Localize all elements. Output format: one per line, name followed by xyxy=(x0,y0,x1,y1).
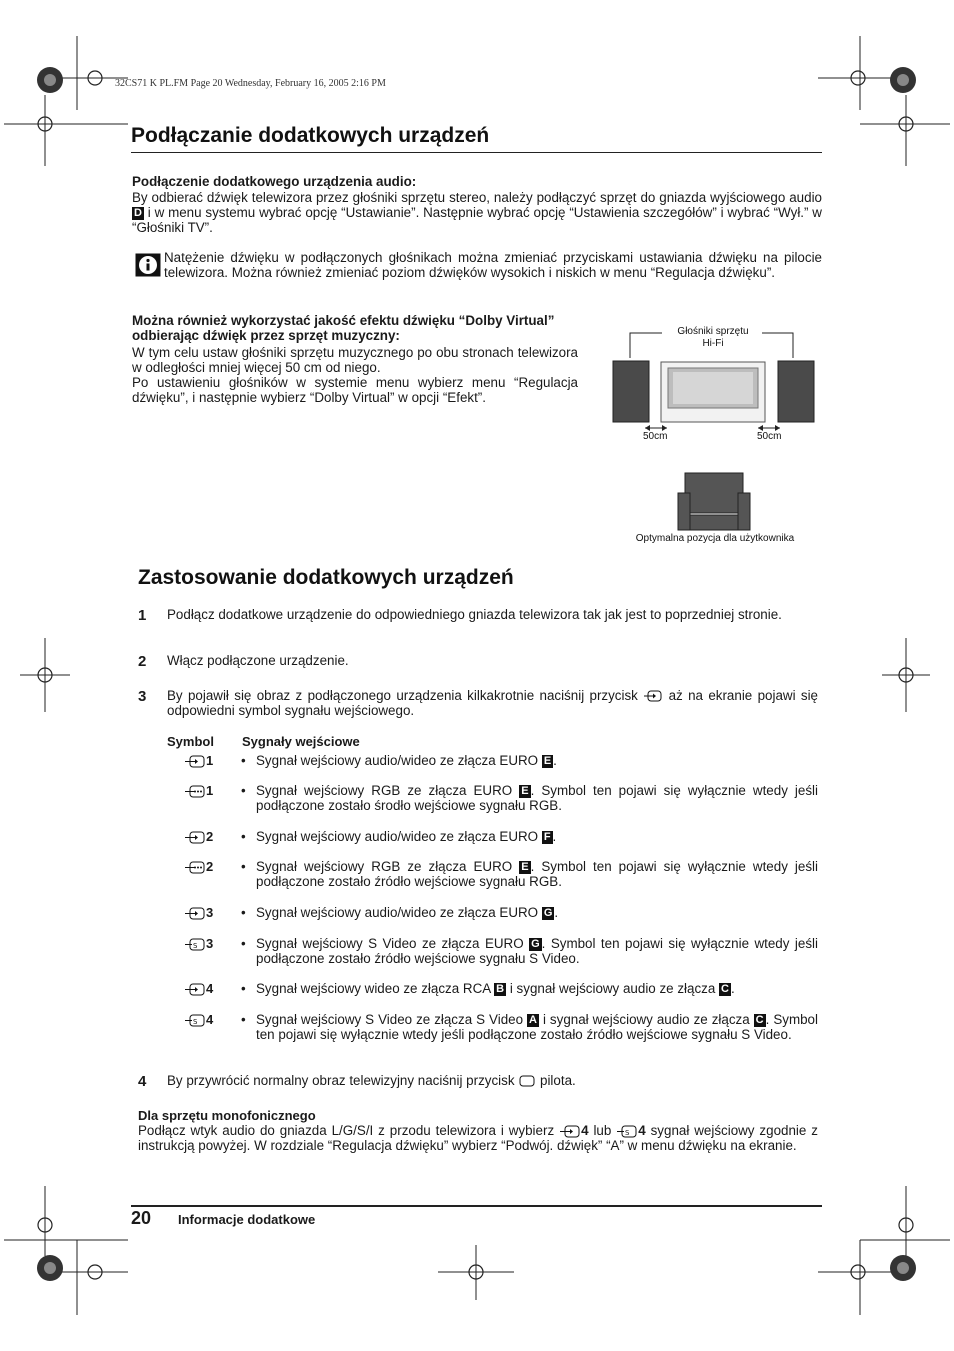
table-header-symbol: Symbol xyxy=(167,734,214,749)
input-button-icon xyxy=(643,690,663,702)
info-icon xyxy=(135,253,161,277)
right-speaker xyxy=(778,361,814,422)
page-number: 20 xyxy=(131,1208,152,1228)
svg-text:S: S xyxy=(193,1018,198,1026)
tv-button-icon xyxy=(518,1075,536,1087)
signal-row: • Sygnał wejściowy S Video ze złącza EURO G . Symbol ten pojawi się wyłącznie wtedy jeśli podłączone zostało źródło wejściowe sygnału S Video. xyxy=(241,936,818,967)
av-input-symbol-icon xyxy=(559,1124,581,1138)
svideo-input-symbol-icon: S 3 xyxy=(184,936,224,952)
left-speaker xyxy=(613,361,649,422)
signal-row: • Sygnał wejściowy RGB ze złącza EURO E . Symbol ten pojawi się wyłącznie wtedy jeśli podłączone zostało źródło wejściowe sygnału RGB. xyxy=(241,859,818,890)
tv-set xyxy=(661,362,765,422)
socket-key-d: D xyxy=(134,207,142,220)
av-input-symbol-icon: 2 xyxy=(184,829,224,845)
step-text: By pojawił się obraz z podłączonego urządzenia kilkakrotnie naciśnij przycisk aż na ekranie pojawi się odpowiedni symbol sygnału wejściowego. xyxy=(167,688,819,719)
signal-row: • Sygnał wejściowy RGB ze złącza EURO E . Symbol ten pojawi się wyłącznie wtedy jeśli podłączone zostało środło wejściowe sygnału RGB. xyxy=(241,783,818,814)
mono-paragraph: Podłącz wtyk audio do gniazda L/G/S/I z przodu telewizora i wybierz 4 lub S 4 sygnał wejściowy zgodnie z instrukcją powyżej. W rozdziale “Regulacja dźwięku” wybierz “Podwój. dźwięk” “A” w menu dźwięku na ekranie. xyxy=(138,1123,818,1154)
step-number: 2 xyxy=(138,653,147,670)
av-input-symbol-icon: 1 xyxy=(184,753,224,769)
file-header-meta: 32CS71 K PL.FM Page 20 Wednesday, February 16, 2005 2:16 PM xyxy=(115,78,386,89)
footer-section: Informacje dodatkowe xyxy=(178,1212,316,1227)
rgb-input-symbol-icon: 1 xyxy=(184,783,224,799)
step-number: 3 xyxy=(138,688,147,705)
dolby-heading: Można również wykorzystać jakość efektu dźwięku “Dolby Virtual” odbierając dźwięk przez sprzęt muzyczny: xyxy=(132,313,555,344)
svg-text:S: S xyxy=(193,942,198,950)
step-number: 1 xyxy=(138,607,147,624)
svg-text:S: S xyxy=(625,1129,630,1137)
signal-row: • Sygnał wejściowy wideo ze złącza RCA B i sygnał wejściowy audio ze złącza C . xyxy=(241,981,735,996)
table-header-signals: Sygnały wejściowe xyxy=(242,734,360,749)
section-title-usage: Zastosowanie dodatkowych urządzeń xyxy=(138,566,514,589)
footer-rule xyxy=(131,1205,822,1207)
av-input-symbol-icon: 4 xyxy=(184,981,224,997)
title-rule xyxy=(131,152,822,153)
speakers-label: Głośniki sprzętu Hi-Fi xyxy=(677,326,749,349)
step-text: By przywrócić normalny obraz telewizyjny naciśnij przycisk pilota. xyxy=(167,1073,576,1088)
rgb-input-symbol-icon: 2 xyxy=(184,859,224,875)
section-title-connecting: Podłączanie dodatkowych urządzeń xyxy=(131,124,490,147)
armchair xyxy=(678,473,750,530)
distance-right-label: 50cm xyxy=(757,431,782,442)
mono-heading: Dla sprzętu monofonicznego xyxy=(138,1108,316,1123)
chair-caption: Optymalna pozycja dla użytkownika xyxy=(635,533,795,544)
info-note: Natężenie dźwięku w podłączonych głośnikach można zmieniać przyciskami ustawiania dźwięku na pilocie telewizora. Można również zmieniać poziom dźwięków wysokich i niskich w menu “Regulacja dźwięku”. xyxy=(164,250,822,281)
svideo-input-symbol-icon: S 4 xyxy=(184,1012,224,1028)
step-number: 4 xyxy=(138,1073,147,1090)
step-text: Włącz podłączone urządzenie. xyxy=(167,653,349,668)
step-text: Podłącz dodatkowe urządzenie do odpowiedniego gniazda telewizora tak jak jest to poprzedniej stronie. xyxy=(167,607,782,622)
signal-row: • Sygnał wejściowy audio/wideo ze złącza EURO F . xyxy=(241,829,557,844)
signal-row: • Sygnał wejściowy S Video ze złącza S Video A i sygnał wejściowy audio ze złącza C . Symbol ten pojawi się wyłącznie wtedy jeśli podłączone zostało źródło wejściowe sygnału S Video. xyxy=(241,1012,818,1043)
signal-row: • Sygnał wejściowy audio/wideo ze złącza EURO E . xyxy=(241,753,557,768)
audio-paragraph: By odbierać dźwięk telewizora przez głośniki sprzętu stereo, należy podłączyć sprzęt do gniazda wyjściowego audio D i w menu systemu wybrać opcję “Ustawianie”. Następnie wybrać opcję “Ustawienia szczegółów” i wybrać “Wył.” w “Głośniki TV”. xyxy=(132,190,822,236)
svideo-input-symbol-icon xyxy=(616,1124,638,1138)
speaker-setup-diagram xyxy=(605,325,825,535)
dolby-text-1: W tym celu ustaw głośniki sprzętu muzycznego po obu stronach telewizora w odległości mniej więcej 50 cm od niego. xyxy=(132,345,578,376)
dolby-text-2: Po ustawieniu głośników w systemie menu wybierz menu “Regulacja dźwięku”, i następnie wybierz “Dolby Virtual” w opcji “Efekt”. xyxy=(132,375,578,406)
distance-left-label: 50cm xyxy=(643,431,668,442)
signal-row: • Sygnał wejściowy audio/wideo ze złącza EURO G . xyxy=(241,905,559,920)
audio-heading: Podłączenie dodatkowego urządzenia audio: xyxy=(132,174,417,189)
av-input-symbol-icon: 3 xyxy=(184,905,224,921)
